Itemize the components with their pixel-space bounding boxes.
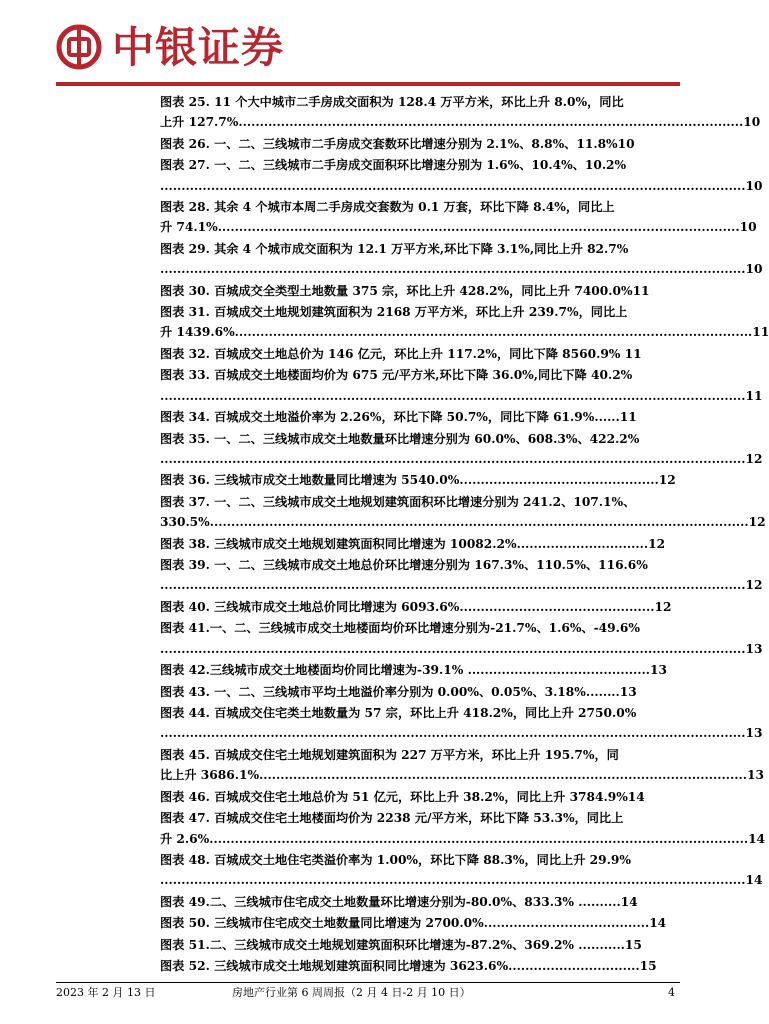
toc-entry[interactable] [160,787,680,807]
toc-entry-continuation: 上升 127.7%.......................................................................................................................10 [160,115,761,130]
toc-entry-continuation: 升 2.6%...............................................................................................................................14 [160,831,766,846]
toc-entry-continuation: 330.5%...............................................................................................................................12 [160,515,766,530]
toc-entry-line: 图表 41.一、二、三线城市成交土地楼面均价环比增速分别为-21.7%、1.6%、-49.6% [160,621,640,636]
toc-entry-line: 图表 46. 百城成交住宅土地总价为 51 亿元，环比上升 38.2%，同比上升 3784.9%14 [160,789,645,804]
toc-entry-line: 图表 33. 百城成交土地楼面均价为 675 元/平方米,环比下降 36.0%,同比下降 40.2% [160,368,633,383]
toc-entry[interactable] [160,618,763,659]
toc-entry[interactable] [160,913,680,933]
toc-entry-continuation: 升 1439.6%..........................................................................................................................11 [160,325,769,340]
toc-entry-continuation: ..........................................................................................................................................12 [160,578,763,593]
toc-entry[interactable] [160,302,769,343]
toc-entry-line: 图表 28. 其余 4 个城市本周二手房成交套数为 0.1 万套，环比下降 8.4%，同比上 [160,200,615,215]
toc-entry[interactable] [160,407,680,427]
toc-entry-continuation: ..........................................................................................................................................13 [160,726,763,741]
toc-entry[interactable] [160,703,763,744]
toc-entry-line: 图表 45. 百城成交住宅土地规划建筑面积为 227 万平方米，环比上升 195.7%，同 [160,747,619,762]
toc-entry-line: 图表 27. 一、二、三线城市二手房成交面积环比增速分别为 1.6%、10.4%、10.2% [160,158,627,173]
toc-entry-line: 图表 42.三线城市成交土地楼面均价同比增速为-39.1% ...........................................13 [160,663,667,678]
toc-entry[interactable] [160,555,763,596]
toc-entry[interactable] [160,492,766,533]
toc-entry-continuation: ..........................................................................................................................................12 [160,451,763,466]
header-divider [56,82,680,86]
toc-entry-continuation: 升 74.1%...........................................................................................................................10 [160,220,757,235]
toc-entry-continuation: 比上升 3686.1%...................................................................................................................13 [160,768,764,783]
toc-entry-line: 图表 38. 三线城市成交土地规划建筑面积同比增速为 10082.2%...............................12 [160,536,666,551]
toc-entry[interactable] [160,534,680,554]
toc-entry-line: 图表 48. 百城成交土地住宅类溢价率为 1.00%，环比下降 88.3%，同比上升 29.9% [160,853,631,867]
toc-entry-line: 图表 47. 百城成交住宅土地楼面均价为 2238 元/平方米，环比下降 53.3%，同比上 [160,811,624,826]
toc-entry-line: 图表 49.二、三线城市住宅成交土地数量环比增速分别为-80.0%、833.3% ..........14 [160,894,638,909]
toc-entry[interactable] [160,92,761,133]
toc-entry-line: 图表 39. 一、二、三线城市成交土地总价环比增速分别为 167.3%、110.5%、116.6% [160,558,648,573]
toc-entry-continuation: ..........................................................................................................................................13 [160,641,763,656]
table-of-figures [160,92,769,978]
toc-entry-continuation: ..........................................................................................................................................11 [160,388,763,403]
toc-entry[interactable] [160,365,763,406]
toc-entry-line: 图表 50. 三线城市住宅成交土地数量同比增速为 2700.0%.......................................14 [160,916,667,931]
toc-entry[interactable] [160,470,680,490]
toc-entry[interactable] [160,429,763,470]
toc-entry[interactable] [160,682,680,702]
toc-entry[interactable] [160,134,680,154]
toc-entry-line: 图表 26. 一、二、三线城市二手房成交套数环比增速分别为 2.1%、8.8%、11.8%10 [160,136,635,151]
toc-entry-line: 图表 34. 百城成交土地溢价率为 2.26%，环比下降 50.7%，同比下降 61.9%......11 [160,410,637,425]
toc-entry[interactable] [160,344,680,364]
toc-entry[interactable] [160,808,766,849]
toc-entry-line: 图表 44. 百城成交住宅类土地数量为 57 宗，环比上升 418.2%，同比上升 2750.0% [160,706,637,721]
toc-entry[interactable] [160,597,680,617]
toc-entry-line: 图表 30. 百城成交全类型土地数量 375 宗，环比上升 428.2%，同比上升 7400.0%11 [160,283,650,298]
toc-entry[interactable] [160,660,680,680]
toc-entry-line: 图表 35. 一、二、三线城市成交土地数量环比增速分别为 60.0%、608.3%、422.2% [160,431,640,446]
bank-of-china-logo-icon [56,24,102,70]
toc-entry-continuation: ..........................................................................................................................................10 [160,178,763,193]
toc-entry-line: 图表 37. 一、二、三线城市成交土地规划建筑面积环比增速分别为 241.2、107.1%、 [160,494,636,509]
toc-entry[interactable] [160,239,763,280]
toc-entry-line: 图表 40. 三线城市成交土地总价同比增速为 6093.6%..............................................12 [160,599,672,614]
toc-entry-line: 图表 29. 其余 4 个城市成交面积为 12.1 万平方米,环比下降 3.1%,同比上升 82.7% [160,241,629,256]
toc-entry[interactable] [160,745,764,786]
toc-entry-line: 图表 51.二、三线城市成交土地规划建筑面积环比增速为-87.2%、369.2% ...........15 [160,937,642,952]
toc-entry[interactable] [160,850,763,891]
toc-entry-line: 图表 31. 百城成交土地规划建筑面积为 2168 万平方米，环比上升 239.7%，同比上 [160,305,628,320]
toc-entry[interactable] [160,155,763,196]
footer-divider [56,982,680,983]
toc-entry-line: 图表 32. 百城成交土地总价为 146 亿元，环比上升 117.2%，同比下降 8560.9% 11 [160,346,642,361]
toc-entry[interactable] [160,281,680,301]
toc-entry-line: 图表 25. 11 个大中城市二手房成交面积为 128.4 万平方米，环比上升 8.0%，同比 [160,95,624,109]
toc-entry[interactable] [160,935,680,955]
toc-entry-line: 图表 36. 三线城市成交土地数量同比增速为 5540.0%...............................................12 [160,473,676,488]
toc-entry[interactable] [160,956,680,976]
toc-entry-continuation: ..........................................................................................................................................14 [160,873,763,888]
page-number: 4 [668,986,675,999]
page-header [0,0,724,90]
footer-report-title: 房地产行业第 6 周周报（2 月 4 日-2 月 10 日） [232,986,471,999]
footer-date: 2023 年 2 月 13 日 [56,986,156,999]
toc-entry-continuation: ..........................................................................................................................................10 [160,262,763,277]
toc-entry-line: 图表 52. 三线城市成交土地规划建筑面积同比增速为 3623.6%...............................15 [160,959,657,974]
toc-entry-line: 图表 43. 一、二、三线城市平均土地溢价率分别为 0.00%、0.05%、3.18%........13 [160,684,637,699]
toc-entry[interactable] [160,892,680,912]
brand-name: 中银证券 [112,23,285,72]
toc-entry[interactable] [160,197,757,238]
